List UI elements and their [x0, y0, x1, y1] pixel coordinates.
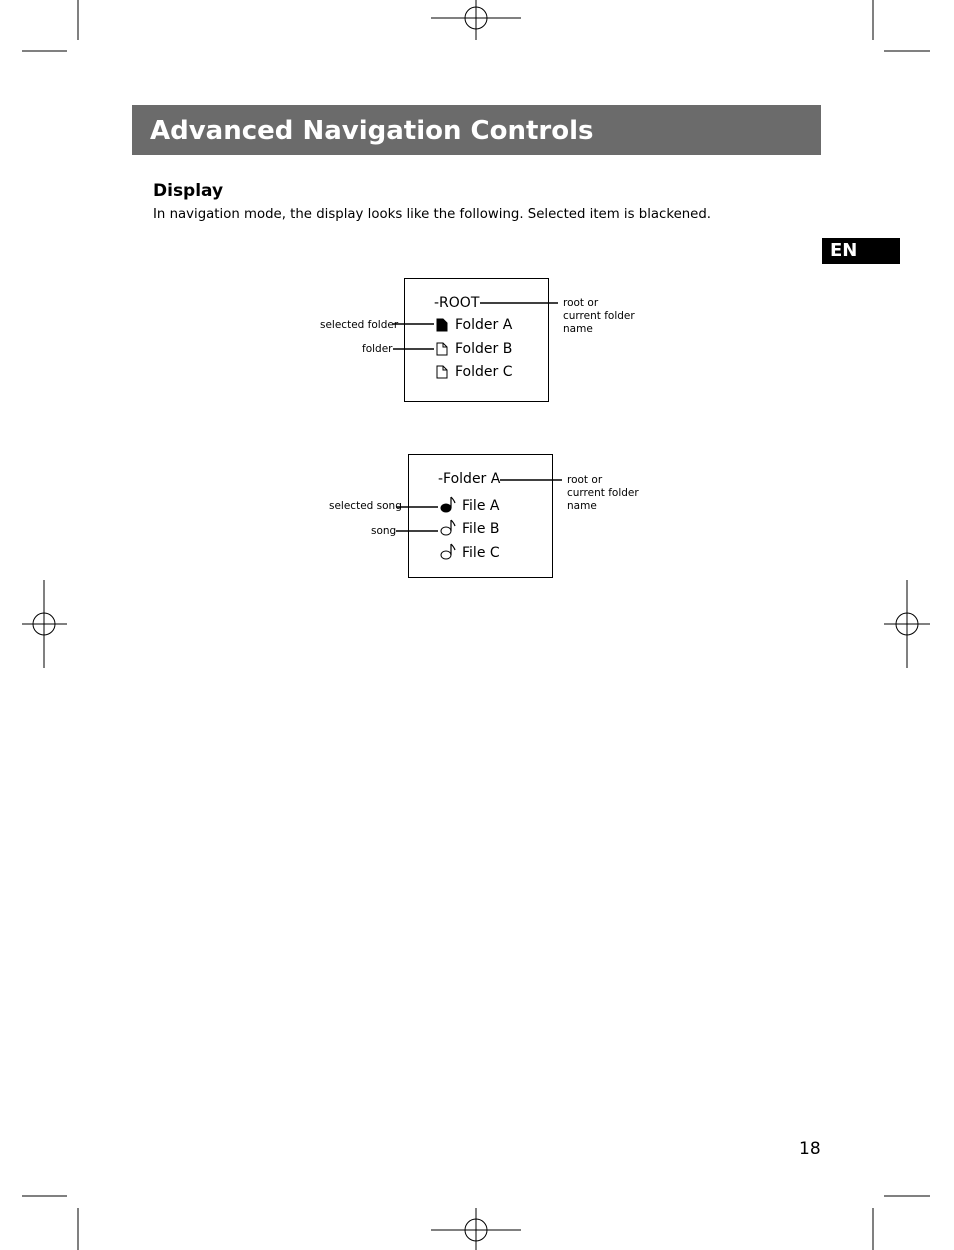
folder-item-c: Folder C — [455, 364, 513, 380]
song-item-b: File B — [462, 521, 500, 537]
callout-folder: folder — [362, 343, 393, 355]
callout-selected-folder: selected folder — [320, 319, 399, 331]
folder-item-a: Folder A — [455, 317, 513, 333]
page-title: Advanced Navigation Controls — [150, 116, 594, 146]
callout-folder-name-line2: current folder — [563, 310, 635, 322]
folder-item-b: Folder B — [455, 341, 513, 357]
section-heading: Display — [153, 181, 224, 201]
language-tab-label: EN — [830, 240, 858, 261]
song-display-header: -Folder A — [438, 471, 501, 487]
callout-song-folder-name — [567, 474, 647, 513]
callout-folder-name-line3: name — [563, 323, 593, 335]
folder-display-header: -ROOT — [434, 295, 480, 311]
callout-song-folder-name-line2: current folder — [567, 487, 639, 499]
callout-song-folder-name-line3: name — [567, 500, 597, 512]
callout-song-folder-name-line1: root or — [567, 474, 603, 486]
song-item-c: File C — [462, 545, 500, 561]
song-item-a: File A — [462, 498, 500, 514]
callout-folder-name-line1: root or — [563, 297, 599, 309]
callout-song: song — [371, 525, 397, 537]
page-number: 18 — [799, 1139, 821, 1159]
intro-text: In navigation mode, the display looks like the following. Selected item is blackened. — [153, 207, 712, 222]
callout-selected-song: selected song — [329, 500, 402, 512]
